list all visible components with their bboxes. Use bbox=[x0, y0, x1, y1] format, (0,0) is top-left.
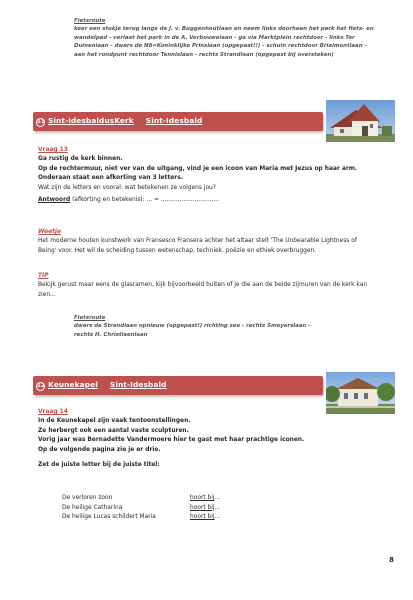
answer-blank[interactable]: ... bbox=[214, 514, 221, 521]
question-13-block bbox=[38, 146, 394, 205]
section-place: Sint-Idesbald bbox=[145, 116, 203, 125]
route-top-heading: Fietsroute bbox=[74, 18, 106, 24]
question-line: In de Keunekapel zijn vaak tentoonstellingen. bbox=[38, 418, 191, 425]
tip-line: Bekijk gerust maar eens de glasramen, kijk bijvoorbeeld buiten of je die aan de beide zijmuren van de kerk kan bbox=[38, 282, 368, 289]
tip-heading: TIP bbox=[38, 273, 49, 279]
answer-blank[interactable]: ... bbox=[214, 504, 221, 511]
answer-line bbox=[38, 196, 394, 205]
question-line: Ze herbergt ook een aantal vaste sculpturen. bbox=[38, 427, 189, 434]
question-heading: Vraag 13 bbox=[38, 147, 68, 153]
question-line: Vorig jaar was Bernadette Vandermoere hier te gast met haar prachtige iconen. bbox=[38, 437, 305, 444]
question-14-block bbox=[38, 408, 394, 470]
section-place: Sint-Idesbald bbox=[109, 380, 167, 389]
number-circle-icon: 12 bbox=[37, 383, 45, 389]
weetje-line: Being' voor. Het wil de scheiding tussen wetenschap, techniek, poëzie en ethiek overbruggen. bbox=[38, 247, 317, 254]
answer-blank[interactable]: ... bbox=[214, 495, 221, 501]
question-line: Op de rechtermuur, niet ver van de uitgang, vind je een icoon van Maria met Jezus op haar arm. bbox=[38, 165, 358, 172]
answer-label: Antwoord bbox=[38, 197, 71, 204]
question-heading: Vraag 14 bbox=[38, 409, 68, 415]
route-top-line: keer een stukje terug langs de J. v. Buggenhoutlaan en neem links doorheen het park het fiets- en bbox=[74, 26, 374, 33]
answer-blank: (afkorting en betekenis): ... = ............................... bbox=[70, 197, 219, 204]
section-bar-kerk bbox=[33, 112, 323, 131]
hoort-bij-label: hoort bij bbox=[190, 495, 215, 501]
hoort-bij-label: hoort bij bbox=[190, 514, 215, 521]
page-number: 8 bbox=[389, 556, 394, 564]
section-title: Keunekapel bbox=[48, 380, 98, 389]
number-circle-icon: 11 bbox=[37, 119, 45, 125]
list-item bbox=[62, 494, 220, 504]
tip-block bbox=[38, 272, 394, 300]
section-title: Sint-idesbaldusKerk bbox=[48, 116, 134, 125]
section-bar-keunekapel bbox=[33, 376, 323, 395]
hoort-bij-label: hoort bij bbox=[190, 504, 215, 511]
list-item bbox=[62, 513, 220, 523]
route-top bbox=[74, 17, 400, 59]
route-top-line: aan het rondpunt rechtdoor Tennislaan - rechts Strandlaan (opgepast bij oversteken) bbox=[74, 51, 334, 58]
route-top-line: wandelpad - verlaat het park in de A. Verbouwelaan - ga via Marktplein rechtdoor - links Ter bbox=[74, 34, 355, 41]
icon-title: De heilige Catharina bbox=[62, 504, 123, 511]
route-mid-line: dwars de Strandlaan opnieuw (opgepast!) richting zee - rechts Smeyerslaan - bbox=[74, 323, 311, 330]
tip-line: zien... bbox=[38, 291, 56, 298]
weetje-block bbox=[38, 228, 394, 256]
question-line: Op de volgende pagina zie je er drie. bbox=[38, 446, 161, 453]
route-top-line: Duinenlaan - dwars de N8=Koninklijke Prinslaan (opgepast!!) - schuin rechtdoor Brialmontlaan - bbox=[74, 43, 367, 50]
question-line: Ga rustig de kerk binnen. bbox=[38, 156, 123, 163]
weetje-line: Het moderne houten kunstwerk van Fransesco Fransera achter het altaar stelt 'The Unbearable Lightness of bbox=[38, 238, 357, 245]
matching-list bbox=[62, 494, 220, 523]
section-bar-title bbox=[36, 116, 202, 127]
instruction-line: Zet de juiste letter bij de juiste titel: bbox=[38, 462, 160, 469]
question-line: Onderaan staat een afkorting van 3 letters. bbox=[38, 175, 183, 182]
icon-title: De heilige Lucas schildert Maria bbox=[62, 514, 156, 521]
icon-title: De verloren zoon bbox=[62, 495, 113, 501]
route-mid bbox=[74, 314, 400, 339]
route-mid-heading: Fietsroute bbox=[74, 315, 106, 321]
question-line: Wat zijn de letters en vooral: wat betekenen ze volgens jou? bbox=[38, 184, 216, 191]
list-item bbox=[62, 504, 220, 514]
church-photo bbox=[326, 100, 395, 142]
weetje-heading: Weetje bbox=[38, 229, 61, 235]
route-mid-line: rechts H. Christiaenlaan bbox=[74, 331, 148, 338]
section-bar-title bbox=[36, 380, 166, 391]
